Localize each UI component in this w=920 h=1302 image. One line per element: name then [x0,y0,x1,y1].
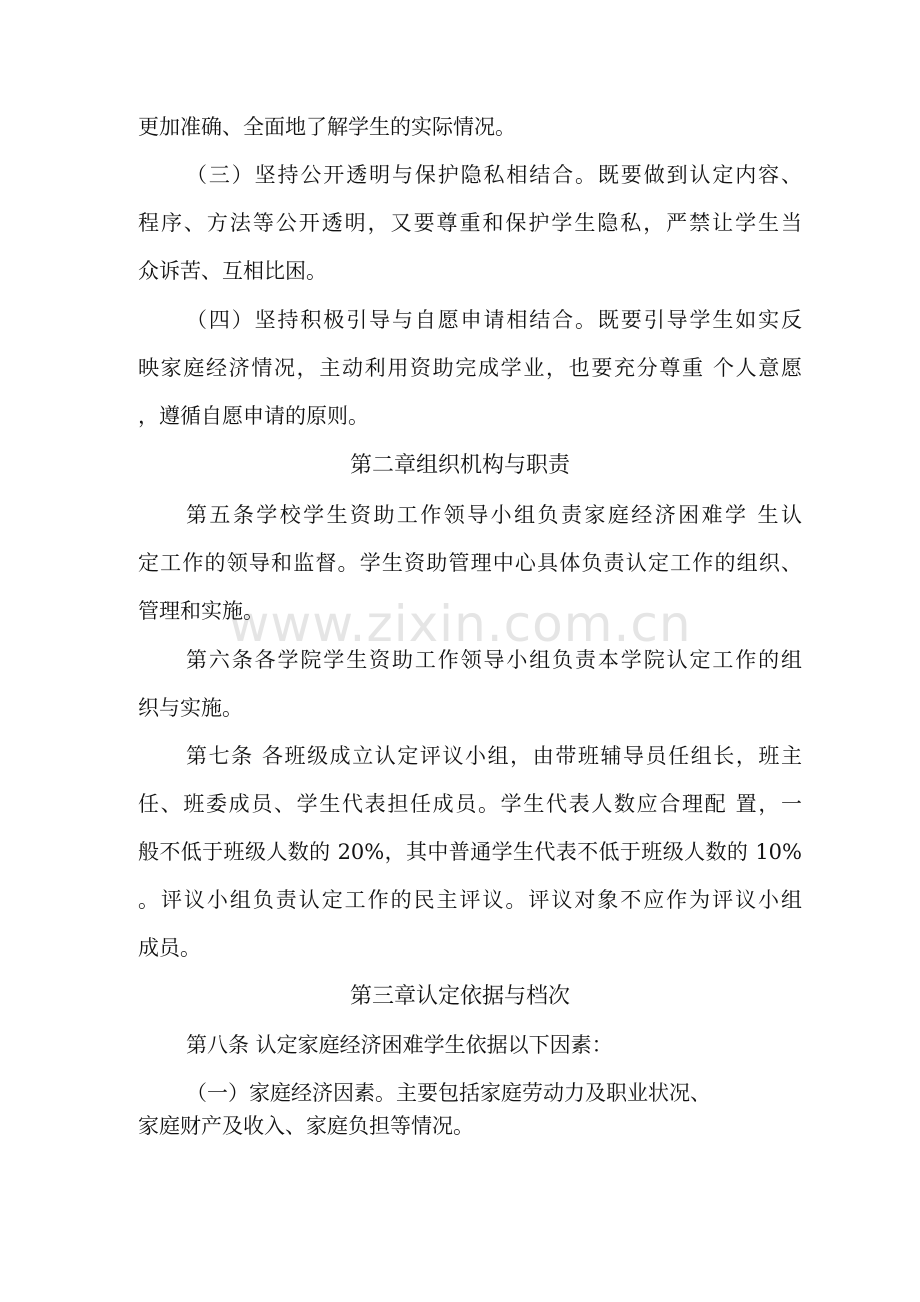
paragraph-line: 更加准确、全面地了解学生的实际情况。 [138,115,516,139]
paragraph-line: 定工作的领导和监督。学生资助管理中心具体负责认定工作的组织、 [138,551,802,575]
chapter-heading: 第二章组织机构与职责 [349,453,570,478]
paragraph-line: 般不低于班级人数的 20%，其中普通学生代表不低于班级人数的 10% [138,840,802,864]
paragraph-line: （四）坚持积极引导与自愿申请相结合。既要引导学生如实反 [186,308,802,332]
paragraph-line: 家庭财产及收入、家庭负担等情况。 [138,1114,474,1138]
paragraph-line: 第八条 认定家庭经济困难学生依据以下因素： [186,1033,613,1057]
paragraph-line: 第七条 各班级成立认定评议小组，由带班辅导员任组长，班主 [186,744,802,768]
paragraph-line: 映家庭经济情况，主动利用资助完成学业，也要充分尊重 个人意愿 [138,356,802,380]
paragraph-line: 任、班委成员、学生代表担任成员。学生代表人数应合理配 置，一 [138,792,802,816]
paragraph-line: 。评议小组负责认定工作的民主评议。评议对象不应作为评议小组 [138,888,802,912]
paragraph-line: （三）坚持公开透明与保护隐私相结合。既要做到认定内容、 [186,163,802,187]
chapter-heading: 第三章认定依据与档次 [349,984,570,1009]
paragraph-line: ，遵循自愿申请的原则。 [138,404,369,428]
watermark: www.zixin.com.cn [228,595,692,653]
paragraph-line: 成员。 [138,936,201,960]
paragraph-line: 众诉苦、互相比困。 [138,259,327,283]
paragraph-line: 管理和实施。 [138,599,264,623]
paragraph-line: 第六条各学院学生资助工作领导小组负责本学院认定工作的组 [186,648,802,672]
paragraph-line: 第五条学校学生资助工作领导小组负责家庭经济困难学 生认 [186,503,802,527]
paragraph-line: （一）家庭经济因素。主要包括家庭劳动力及职业状况、 [186,1081,711,1105]
paragraph-line: 程序、方法等公开透明，又要尊重和保护学生隐私，严禁让学生当 [138,211,802,235]
paragraph-line: 织与实施。 [138,696,243,720]
